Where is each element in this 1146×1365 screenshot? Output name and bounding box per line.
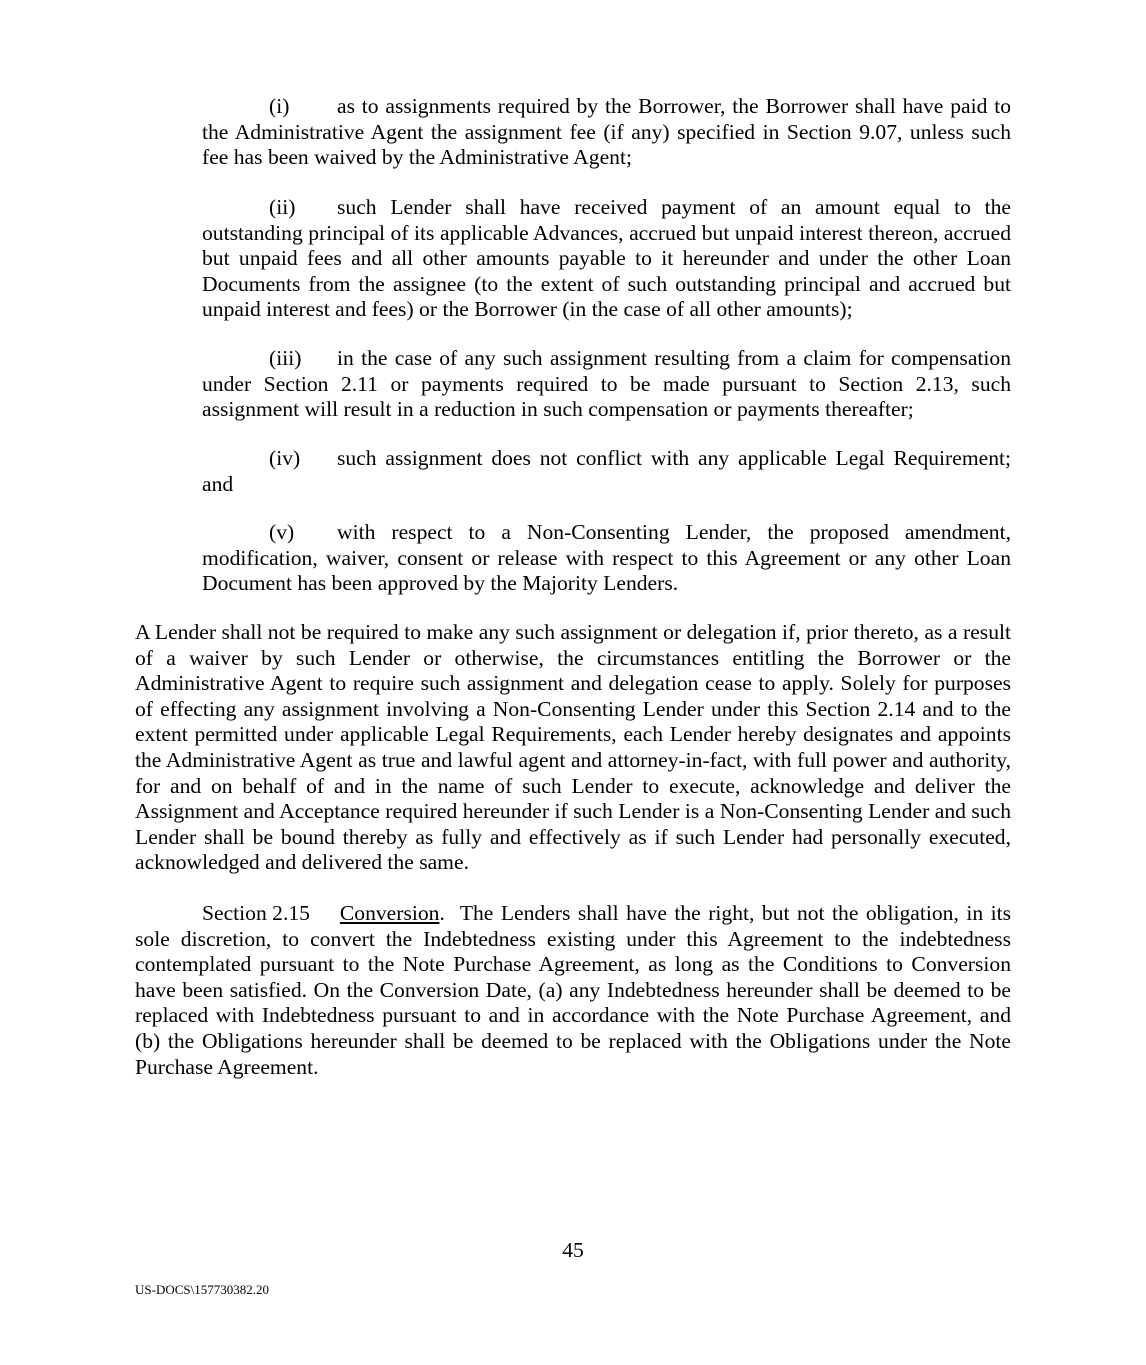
clause-i <box>202 94 1011 171</box>
clause-v-label: (v) <box>269 520 295 544</box>
clause-iii-text: in the case of any such assignment resulting from a claim for compensation under Section 2.11 or payments required to be made pursuant to Section 2.13, such assignment will result in a reduction in such compensation or payments thereafter; <box>202 346 1011 422</box>
clause-iv-label: (iv) <box>269 446 301 470</box>
clause-iii <box>202 346 1011 423</box>
clause-iv <box>202 446 1011 497</box>
clause-ii <box>202 195 1011 323</box>
clause-i-label: (i) <box>269 94 290 118</box>
clause-v-text: with respect to a Non-Consenting Lender, the proposed amendment, modification, waiver, consent or release with respect to this Agreement or any other Loan Document has been approved by the Majority Lenders. <box>202 520 1011 596</box>
clause-ii-label: (ii) <box>269 195 296 219</box>
clause-i-text: as to assignments required by the Borrower, the Borrower shall have paid to the Administrative Agent the assignment fee (if any) specified in Section 9.07, unless such fee has been waived by the Administrative Agent; <box>202 94 1011 170</box>
document-id: US-DOCS\157730382.20 <box>135 1282 269 1297</box>
clause-iv-text: such assignment does not conflict with any applicable Legal Requirement; and <box>202 446 1011 496</box>
body-paragraph: A Lender shall not be required to make any such assignment or delegation if, prior thereto, as a result of a waiver by such Lender or otherwise, the circumstances entitling the Borrower or the Administrative Agent to require such assignment and delegation cease to apply. Solely for purposes of effecting any assignment involving a Non-Consenting Lender under this Section 2.14 and to the extent permitted under applicable Legal Requirements, each Lender hereby designates and appoints the Administrative Agent as true and lawful agent and attorney-in-fact, with full power and authority, for and on behalf of and in the name of such Lender to execute, acknowledge and deliver the Assignment and Acceptance required hereunder if such Lender is a Non-Consenting Lender and such Lender shall be bound thereby as fully and effectively as if such Lender had personally executed, acknowledged and delivered the same. <box>135 620 1011 875</box>
section-number: Section 2.15 <box>202 901 310 925</box>
section-text: The Lenders shall have the right, but not the obligation, in its sole discretion, to convert the Indebtedness existing under this Agreement to the indebtedness contemplated pursuant to the Note Purchase Agreement, as long as the Conditions to Conversion have been satisfied. On the Conversion Date, (a) any Indebtedness hereunder shall be deemed to be replaced with Indebtedness pursuant to and in accordance with the Note Purchase Agreement, and (b) the Obligations hereunder shall be deemed to be replaced with the Obligations under the Note Purchase Agreement. <box>135 901 1012 1079</box>
clause-ii-text: such Lender shall have received payment of an amount equal to the outstanding principal of its applicable Advances, accrued but unpaid interest thereon, accrued but unpaid fees and all other amounts payable to it hereunder and under the other Loan Documents from the assignee (to the extent of such outstanding principal and accrued but unpaid interest and fees) or the Borrower (in the case of all other amounts); <box>202 195 1011 322</box>
clause-v <box>202 520 1011 597</box>
page-number: 45 <box>562 1238 584 1262</box>
section-2-15: Section 2.15 Conversion. The Lenders shall have the right, but not the obligation, in its sole discretion, to convert the Indebtedness existing under this Agreement to the indebtedness contemplated pursuant to the Note Purchase Agreement, as long as the Conditions to Conversion have been satisfied. On the Conversion Date, (a) any Indebtedness hereunder shall be deemed to be replaced with Indebtedness pursuant to and in accordance with the Note Purchase Agreement, and (b) the Obligations hereunder shall be deemed to be replaced with the Obligations under the Note Purchase Agreement. <box>135 901 1012 1079</box>
clause-iii-label: (iii) <box>269 346 302 370</box>
section-heading: Conversion <box>339 901 440 925</box>
